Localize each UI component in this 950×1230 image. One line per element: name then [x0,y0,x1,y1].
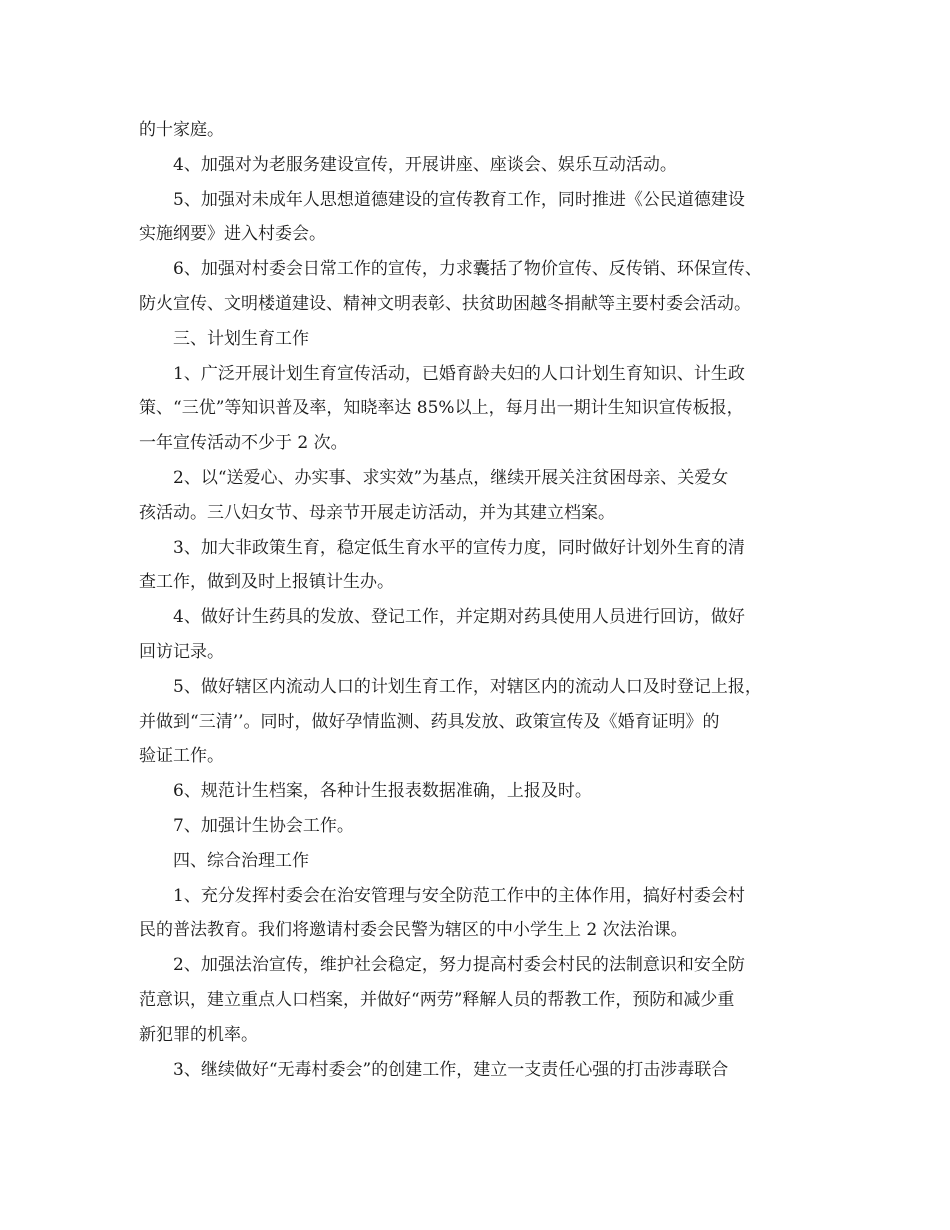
paragraph-line: 4、加强对为老服务建设宣传，开展讲座、座谈会、娱乐互动活动。 [173,154,677,175]
paragraph-line: 一年宣传活动不少于 2 次。 [139,433,348,454]
paragraph-line: 6、规范计生档案，各种计生报表数据准确，上报及时。 [173,781,592,802]
paragraph-line: 范意识，建立重点人口档案，并做好“两劳”释解人员的帮教工作，预防和减少重 [139,989,735,1010]
paragraph-line: 验证工作。 [139,746,224,767]
paragraph-line: 7、加强计生协会工作。 [173,815,354,836]
paragraph-line: 回访记录。 [139,641,224,662]
paragraph-line: 3、加大非政策生育，稳定低生育水平的宣传力度，同时做好计划外生育的清 [173,537,745,558]
section-heading: 三、计划生育工作 [173,328,309,349]
paragraph-line: 新犯罪的机率。 [139,1024,258,1045]
paragraph-line: 并做到“三清’’。同时，做好孕情监测、药具发放、政策宣传及《婚育证明》的 [139,711,720,732]
paragraph-line: 5、做好辖区内流动人口的计划生育工作，对辖区内的流动人口及时登记上报， [173,676,762,697]
paragraph-line: 孩活动。三八妇女节、母亲节开展走访活动，并为其建立档案。 [139,502,615,523]
paragraph-line: 的十家庭。 [139,120,224,140]
paragraph-line: 策、“三优”等知识普及率，知晓率达 85%以上，每月出一期计生知识宣传板报， [139,398,744,419]
paragraph-line: 1、充分发挥村委会在治安管理与安全防范工作中的主体作用，搞好村委会村 [173,885,745,906]
paragraph-line: 实施纲要》进入村委会。 [139,224,326,245]
paragraph-line: 民的普法教育。我们将邀请村委会民警为辖区的中小学生上 2 次法治课。 [139,920,688,941]
paragraph-line: 4、做好计生药具的发放、登记工作，并定期对药具使用人员进行回访，做好 [173,607,745,628]
paragraph-line: 2、以“送爱心、办实事、求实效”为基点，继续开展关注贫困母亲、关爱女 [173,467,729,488]
section-heading: 四、综合治理工作 [173,850,309,871]
paragraph-line: 6、加强对村委会日常工作的宣传，力求囊括了物价宣传、反传销、环保宣传、 [173,259,762,280]
paragraph-line: 1、广泛开展计划生育宣传活动，已婚育龄夫妇的人口计划生育知识、计生政 [173,363,745,384]
paragraph-line: 2、加强法治宣传，维护社会稳定，努力提高村委会村民的法制意识和安全防 [173,955,745,976]
paragraph-line: 5、加强对未成年人思想道德建设的宣传教育工作，同时推进《公民道德建设 [173,189,745,210]
paragraph-line: 3、继续做好“无毒村委会”的创建工作，建立一支责任心强的打击涉毒联合 [173,1059,729,1080]
paragraph-line: 防火宣传、文明楼道建设、精神文明表彰、扶贫助困越冬捐献等主要村委会活动。 [139,293,751,314]
paragraph-line: 查工作，做到及时上报镇计生办。 [139,572,394,593]
document-body [139,113,819,1087]
